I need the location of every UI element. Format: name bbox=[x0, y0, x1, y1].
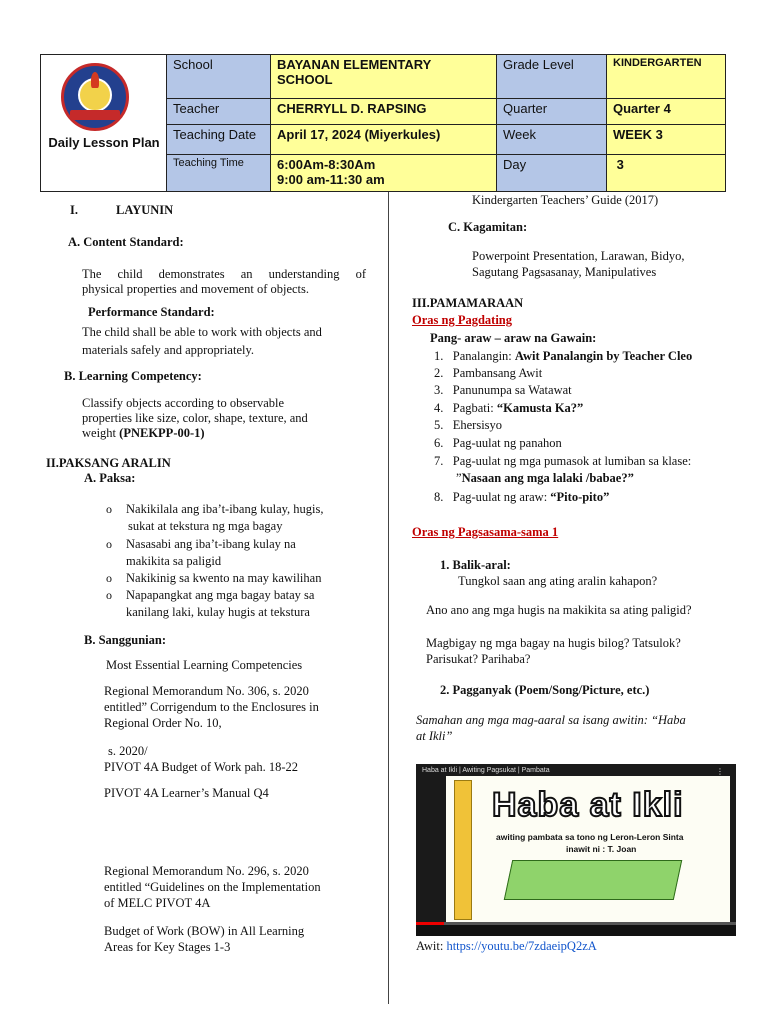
pagganyak-title: 2. Pagganyak (Poem/Song/Picture, etc.) bbox=[440, 683, 650, 697]
day-value bbox=[607, 155, 725, 191]
learning-competency-title: B. Learning Competency: bbox=[64, 369, 202, 383]
oras-pagsasama: Oras ng Pagsasama-sama 1 bbox=[412, 525, 559, 539]
gawain-text: Pag-uulat ng mga pumasok at lumiban sa klase: bbox=[452, 454, 692, 468]
gawain-1 bbox=[434, 349, 692, 364]
day-number: 3 bbox=[616, 157, 624, 172]
time-value-1: 6:00Am-8:30Am bbox=[277, 157, 376, 172]
sanggunian-6b: Areas for Key Stages 1-3 bbox=[104, 940, 231, 954]
kagamitan-line-2: Sagutang Pagsasanay, Manipulatives bbox=[472, 265, 657, 279]
competency-code: (PNEKPP-00-1) bbox=[119, 426, 205, 440]
paksa-item-2b: makikita sa paligid bbox=[126, 554, 222, 568]
gawain-6 bbox=[434, 436, 562, 451]
content-standard-line-1: The child demonstrates an understanding of bbox=[82, 267, 366, 281]
awit-line bbox=[416, 939, 597, 954]
gawain-8 bbox=[434, 490, 609, 505]
gawain-bold: Nasaan ang mga lalaki /babae?” bbox=[461, 471, 634, 485]
gawain-3 bbox=[434, 383, 572, 398]
sanggunian-5c: of MELC PIVOT 4A bbox=[104, 896, 211, 910]
grade-value: KINDERGARTEN bbox=[607, 55, 725, 99]
gawain-number: 1. bbox=[434, 349, 444, 363]
gawain-number: 5. bbox=[434, 418, 444, 432]
gawain-text: Pag-uulat ng araw: bbox=[452, 490, 551, 504]
question-objects-2: Parisukat? Parihaba? bbox=[426, 652, 531, 666]
sanggunian-2a: Regional Memorandum No. 306, s. 2020 bbox=[104, 684, 309, 698]
time-value bbox=[271, 155, 497, 191]
gawain-7b bbox=[456, 471, 634, 486]
competency-line-2: properties like size, color, shape, texture, and bbox=[82, 411, 308, 425]
teachers-guide: Kindergarten Teachers’ Guide (2017) bbox=[472, 193, 659, 207]
gawain-bold: “Kamusta Ka?” bbox=[496, 401, 584, 415]
competency-line-1: Classify objects according to observable bbox=[82, 396, 285, 410]
gawain-number: 7. bbox=[434, 454, 444, 468]
performance-line-1: The child shall be able to work with objects and bbox=[82, 325, 322, 339]
sanggunian-title: B. Sanggunian: bbox=[84, 633, 166, 647]
samahan-line-2: at Ikli” bbox=[416, 729, 453, 743]
school-seal-icon bbox=[61, 63, 129, 131]
gawain-text: Pambansang Awit bbox=[452, 366, 543, 380]
bullet-icon: o bbox=[106, 571, 112, 585]
green-ruler-character-icon bbox=[504, 860, 683, 900]
week-label: Week bbox=[497, 125, 607, 155]
teacher-value: CHERRYLL D. RAPSING bbox=[271, 99, 497, 125]
gawain-text: Pag-uulat ng panahon bbox=[452, 436, 562, 450]
quarter-label: Quarter bbox=[497, 99, 607, 125]
gawain-number: 3. bbox=[434, 383, 444, 397]
date-value: April 17, 2024 (Miyerkules) bbox=[271, 125, 497, 155]
date-label: Teaching Date bbox=[167, 125, 271, 155]
section-2-title: II.PAKSANG ARALIN bbox=[46, 456, 171, 470]
paksa-title: A. Paksa: bbox=[84, 471, 136, 485]
ruler-icon bbox=[454, 780, 472, 920]
gawain-bold: “Pito-pito” bbox=[550, 490, 610, 504]
gawain-number: 6. bbox=[434, 436, 444, 450]
bullet-icon: o bbox=[106, 588, 112, 602]
competency-text: weight bbox=[82, 426, 117, 440]
balik-aral-question: Tungkol saan ang ating aralin kahapon? bbox=[458, 574, 658, 588]
video-thumbnail[interactable] bbox=[416, 764, 736, 936]
paksa-item-2a: Nasasabi ang iba’t-ibang kulay na bbox=[126, 537, 296, 551]
kagamitan-line-1: Powerpoint Presentation, Larawan, Bidyo, bbox=[472, 249, 685, 263]
content-standard-title: A. Content Standard: bbox=[68, 235, 184, 249]
sanggunian-2c: Regional Order No. 10, bbox=[104, 716, 222, 730]
gawain-2 bbox=[434, 366, 542, 381]
gawain-number: 4. bbox=[434, 401, 444, 415]
bullet-icon: o bbox=[106, 537, 112, 551]
school-label: School bbox=[167, 55, 271, 99]
time-label: Teaching Time bbox=[167, 155, 271, 191]
gawain-bold: Awit Panalangin by Teacher Cleo bbox=[514, 349, 693, 363]
sanggunian-3a: s. 2020/ bbox=[108, 744, 148, 758]
sanggunian-3b: PIVOT 4A Budget of Work pah. 18-22 bbox=[104, 760, 299, 774]
day-label: Day bbox=[497, 155, 607, 191]
gawain-text: Panunumpa sa Watawat bbox=[452, 383, 572, 397]
section-3-title: III.PAMAMARAAN bbox=[412, 296, 524, 310]
samahan-line-1: Samahan ang mga mag-aaral sa isang awitin: “Haba bbox=[416, 713, 686, 727]
awit-link[interactable]: https://youtu.be/7zdaeipQ2zA bbox=[446, 939, 597, 953]
paksa-item-1a: Nakikilala ang iba’t-ibang kulay, hugis, bbox=[126, 502, 324, 516]
gawain-text: Pagbati: bbox=[452, 401, 497, 415]
video-big-title: Haba at Ikli bbox=[492, 786, 684, 824]
header-table bbox=[40, 54, 726, 192]
sanggunian-5b: entitled “Guidelines on the Implementation bbox=[104, 880, 321, 894]
gawain-text: ” bbox=[456, 471, 462, 485]
teacher-label: Teacher bbox=[167, 99, 271, 125]
pang-araw-title: Pang- araw – araw na Gawain: bbox=[430, 331, 597, 345]
paksa-item-4a: Napapangkat ang mga bagay batay sa bbox=[126, 588, 315, 602]
logo-cell bbox=[41, 55, 167, 191]
question-shapes: Ano ano ang mga hugis na makikita sa ating paligid? bbox=[426, 603, 692, 617]
video-controls[interactable] bbox=[416, 925, 736, 936]
sanggunian-4: PIVOT 4A Learner’s Manual Q4 bbox=[104, 786, 269, 800]
gawain-7 bbox=[434, 454, 691, 469]
week-value: WEEK 3 bbox=[607, 125, 725, 155]
more-options-icon[interactable]: ⋮ bbox=[716, 767, 724, 776]
video-title: Haba at Ikli | Awiting Pagsukat | Pambata bbox=[422, 767, 550, 774]
paksa-item-3: Nakikinig sa kwento na may kawilihan bbox=[126, 571, 322, 585]
sanggunian-1: Most Essential Learning Competencies bbox=[106, 658, 303, 672]
document-title: Daily Lesson Plan bbox=[48, 135, 160, 150]
content-standard-line-2: physical properties and movement of objects. bbox=[82, 282, 310, 296]
paksa-item-4b: kanilang laki, kulay hugis at tekstura bbox=[126, 605, 310, 619]
grade-label: Grade Level bbox=[497, 55, 607, 99]
school-value: BAYANAN ELEMENTARY SCHOOL bbox=[271, 55, 497, 99]
oras-pagdating: Oras ng Pagdating bbox=[412, 313, 513, 327]
gawain-4 bbox=[434, 401, 583, 416]
competency-line-3 bbox=[82, 426, 205, 441]
video-credit: inawit ni : T. Joan bbox=[566, 844, 637, 854]
performance-line-2: materials safely and appropriately. bbox=[82, 343, 255, 357]
quarter-value: Quarter 4 bbox=[607, 99, 725, 125]
section-1-title: LAYUNIN bbox=[116, 203, 174, 217]
question-objects-1: Magbigay ng mga bagay na hugis bilog? Tatsulok? bbox=[426, 636, 681, 650]
gawain-number: 8. bbox=[434, 490, 444, 504]
section-1-number: I. bbox=[70, 203, 78, 217]
awit-label: Awit: bbox=[416, 939, 447, 953]
video-subtitle: awiting pambata sa tono ng Leron-Leron Sinta bbox=[496, 832, 684, 842]
sanggunian-5a: Regional Memorandum No. 296, s. 2020 bbox=[104, 864, 309, 878]
sanggunian-6a: Budget of Work (BOW) in All Learning bbox=[104, 924, 305, 938]
gawain-text: Panalangin: bbox=[452, 349, 515, 363]
balik-aral-title: 1. Balik-aral: bbox=[440, 558, 511, 572]
gawain-number: 2. bbox=[434, 366, 444, 380]
time-value-2: 9:00 am-11:30 am bbox=[277, 172, 385, 187]
bullet-icon: o bbox=[106, 502, 112, 516]
paksa-item-1b: sukat at tekstura ng mga bagay bbox=[128, 519, 283, 533]
gawain-text: Ehersisyo bbox=[452, 418, 503, 432]
column-divider bbox=[388, 192, 389, 1004]
gawain-5 bbox=[434, 418, 502, 433]
performance-standard-title: Performance Standard: bbox=[88, 305, 215, 319]
sanggunian-2b: entitled” Corrigendum to the Enclosures in bbox=[104, 700, 319, 714]
kagamitan-title: C. Kagamitan: bbox=[448, 220, 528, 234]
